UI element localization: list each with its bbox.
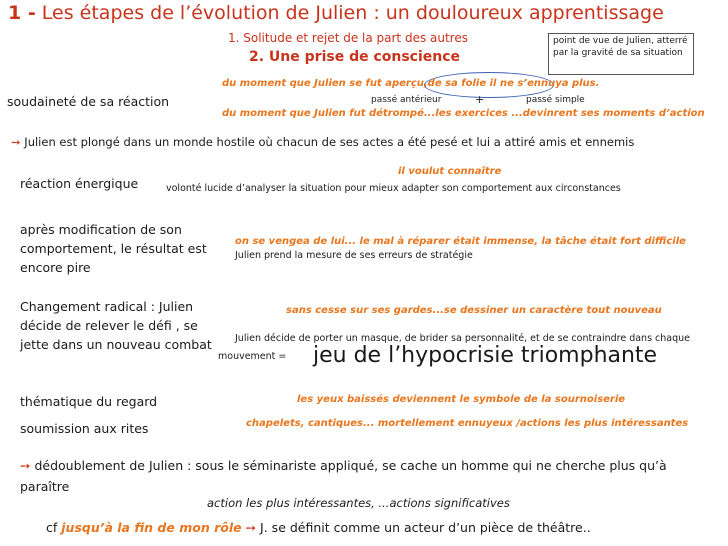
text-mouvement: mouvement =: [218, 351, 287, 362]
subtitle-prise-conscience: 2. Une prise de conscience: [249, 49, 461, 65]
line-julien-plonge: [11, 135, 634, 149]
page-title: [8, 2, 664, 24]
text-volonte: volonté lucide d’analyser la situation pour mieux adapter son comportement aux circonstances: [166, 183, 621, 194]
cf-suffix: J. se définit comme un acteur d’un pièce de théâtre..: [260, 520, 591, 535]
quote-yeux: les yeux baissés deviennent le symbole de la sournoiserie: [297, 394, 626, 405]
quote-folie: du moment que Julien se fut aperçu,de sa folie il ne s’ennuya plus.: [222, 78, 600, 89]
label-thematique: thématique du regard: [20, 394, 158, 409]
line-dedoublement: [20, 455, 700, 497]
arrow-icon: ➙: [245, 520, 257, 535]
text-julien-plonge: Julien est plongé dans un monde hostile où chacun de ses actes a été pesé et lui a attiré amis et ennemis: [24, 135, 635, 149]
text-actions: action les plus intéressantes, ...actions significatives: [207, 496, 510, 510]
line-cf: [46, 520, 591, 535]
grammar-passe-anterieur: passé antérieur: [371, 95, 442, 105]
text-dedoublement: dédoublement de Julien : sous le séminariste appliqué, se cache un homme qui ne cherche plus qu’à paraître: [20, 458, 667, 494]
grammar-plus: +: [475, 93, 485, 106]
quote-vengea: on se vengea de lui... le mal à réparer était immense, la tâche était fort difficile: [235, 236, 686, 247]
quote-gardes: sans cesse sur ses gardes...se dessiner un caractère tout nouveau: [286, 305, 662, 316]
cf-quote: jusqu’à la fin de mon rôle: [61, 520, 242, 535]
label-apres-modification: après modification de son comportement, le résultat est encore pire: [20, 222, 207, 275]
quote-chapelets: chapelets, cantiques... mortellement ennuyeux /actions les plus intéressantes: [246, 418, 689, 429]
label-reaction: réaction énergique: [20, 176, 139, 191]
grammar-passe-simple: passé simple: [526, 95, 585, 105]
cf-prefix: cf: [46, 520, 58, 535]
text-julien-prend: Julien prend la mesure de ses erreurs de stratégie: [235, 250, 473, 261]
quote-detrompe: du moment que Julien fut détrompé...les exercices ...devinrent ses moments d’action: [222, 108, 705, 119]
label-soumission: soumission aux rites: [20, 421, 149, 436]
text-hypocrisie: jeu de l’hypocrisie triomphante: [313, 343, 658, 368]
quote-il-voulut: il voulut connaître: [398, 166, 502, 177]
arrow-icon: ➙: [20, 458, 31, 473]
label-changement: Changement radical : Julien décide de relever le défi , se jette dans un nouveau combat: [20, 299, 212, 352]
text-julien-decide: Julien décide de porter un masque, de brider sa personnalité, et de se contraindre dans chaque: [235, 333, 690, 344]
subtitle-solitude: 1. Solitude et rejet de la part des autres: [228, 31, 468, 45]
title-text: Les étapes de l’évolution de Julien : un douloureux apprentissage: [41, 2, 664, 24]
title-number: 1 -: [8, 2, 36, 24]
arrow-icon: ➙: [11, 135, 21, 149]
label-soudainete: soudaineté de sa réaction: [7, 94, 170, 109]
note-box: point de vue de Julien, atterré par la gravité de sa situation: [548, 33, 694, 75]
